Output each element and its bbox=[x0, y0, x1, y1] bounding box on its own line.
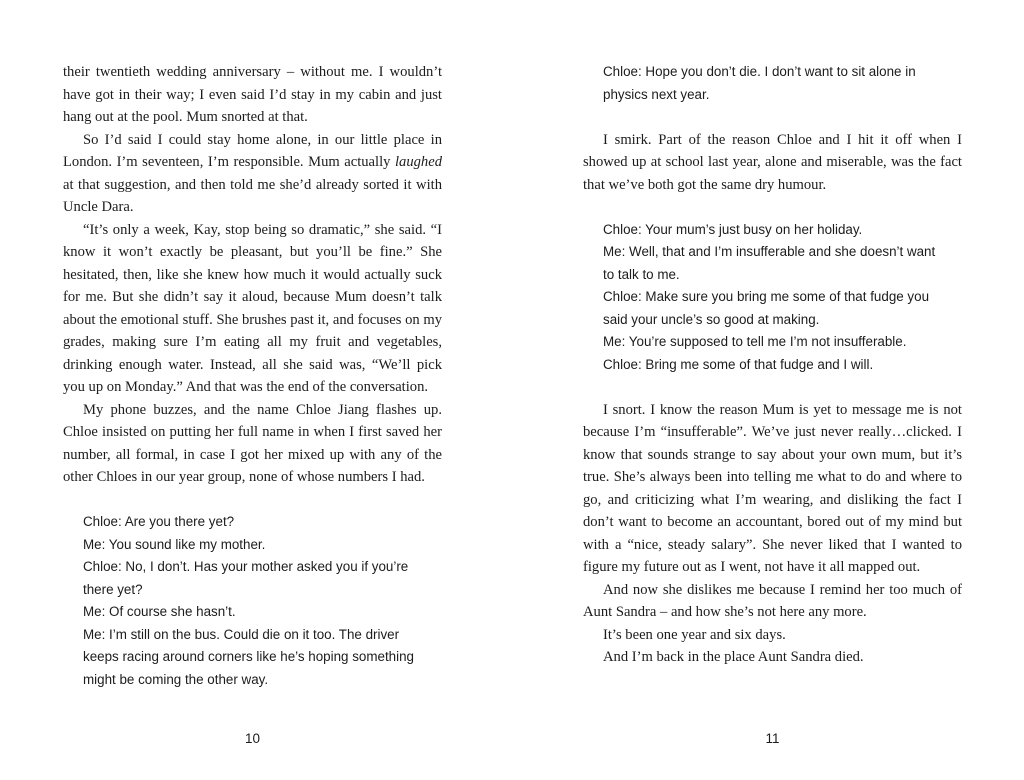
page-number: 11 bbox=[765, 731, 780, 746]
right-page bbox=[583, 0, 962, 780]
paragraph: I snort. I know the reason Mum is yet to message me is not because I’m “insufferable”. We’ve just never really…clicked. I know that sounds strange to say about your own mum, but it’s true. She’s always been into telling me what to do and where to go, and criticizing what I’m wearing, and disliking the fact I don’t want to become an accountant, bored out of my mind but with a “nice, steady salary”. She never liked that I wanted to figure my future out as I went, not have it all mapped out. bbox=[583, 401, 962, 575]
chat-line: physics next year. bbox=[603, 86, 710, 102]
emphasis-laughed: laughed bbox=[394, 154, 442, 170]
paragraph bbox=[63, 129, 442, 219]
paragraph: And I’m back in the place Aunt Sandra died. bbox=[603, 649, 864, 665]
paragraph: My phone buzzes, and the name Chloe Jiang flashes up. Chloe insisted on putting her full name in when I first saved her number, all formal, in case I got her mixed up with any of the other Chloes in our year group, none of whose numbers I had. bbox=[63, 401, 442, 485]
chat-line: said your uncle’s so good at making. bbox=[603, 311, 820, 327]
section-gap bbox=[63, 489, 442, 512]
chat-line: Me: Of course she hasn’t. bbox=[83, 604, 236, 619]
text-message-exchange bbox=[63, 511, 442, 691]
left-page-text bbox=[63, 61, 442, 691]
right-page-text bbox=[583, 61, 962, 669]
left-page bbox=[63, 0, 442, 780]
chat-line: Me: You sound like my mother. bbox=[83, 536, 266, 552]
chat-line: Chloe: Are you there yet? bbox=[83, 514, 235, 529]
chat-line: Me: You’re supposed to tell me I’m not insufferable. bbox=[603, 334, 907, 349]
chat-line: Me: I’m still on the bus. Could die on it too. The driver bbox=[83, 626, 400, 642]
paragraph: “It’s only a week, Kay, stop being so dramatic,” she said. “I know it won’t exactly be pleasant, but you’ll be fine.” She hesitated, then, like she knew how much it would actually suck for me. But she didn’t say it aloud, because Mum doesn’t talk about the emotional stuff. She brushes past it, and focuses on my grades, making sure I’m eating all my fruit and vegetables, drinking enough water. Instead, all she said was, “We’ll pick you up on Monday.” And that was the end of the conversation. bbox=[63, 221, 442, 395]
section-gap bbox=[583, 196, 962, 219]
paragraph-part: So I’d said I could stay home alone, in our little place in London. I’m seventeen, I’m responsible. Mum actually bbox=[63, 131, 442, 170]
chat-line: Chloe: Your mum’s just busy on her holiday. bbox=[603, 221, 863, 237]
paragraph-part: at that suggestion, and then told me she’d already sorted it with Uncle Dara. bbox=[63, 176, 442, 215]
chat-line: Chloe: Make sure you bring me some of that fudge you bbox=[603, 289, 930, 304]
chat-line: Chloe: Hope you don’t die. I don’t want to sit alone in bbox=[603, 64, 916, 79]
text-message-exchange bbox=[583, 219, 962, 377]
chat-line: Me: Well, that and I’m insufferable and she doesn’t want bbox=[603, 244, 936, 259]
chat-line: keeps racing around corners like he’s hoping something bbox=[83, 649, 414, 664]
paragraph: their twentieth wedding anniversary – without me. I wouldn’t have got in their way; I even said I’d stay in my cabin and just hang out at the pool. Mum snorted at that. bbox=[63, 64, 442, 125]
section-gap bbox=[583, 376, 962, 399]
paragraph: It’s been one year and six days. bbox=[603, 626, 786, 643]
chat-line: Chloe: Bring me some of that fudge and I will. bbox=[603, 356, 874, 372]
chat-line: might be coming the other way. bbox=[83, 671, 269, 687]
chat-line: to talk to me. bbox=[603, 266, 680, 282]
page-number: 10 bbox=[244, 731, 261, 746]
paragraph: I smirk. Part of the reason Chloe and I hit it off when I showed up at school last year, alone and miserable, was the fact that we’ve both got the same dry humour. bbox=[583, 131, 962, 193]
text-message-exchange bbox=[583, 61, 962, 106]
chat-line: there yet? bbox=[83, 581, 143, 597]
paragraph: And now she dislikes me because I remind her too much of Aunt Sandra – and how she’s not here any more. bbox=[583, 581, 962, 620]
section-gap bbox=[583, 106, 962, 129]
chat-line: Chloe: No, I don’t. Has your mother asked you if you’re bbox=[83, 559, 409, 574]
